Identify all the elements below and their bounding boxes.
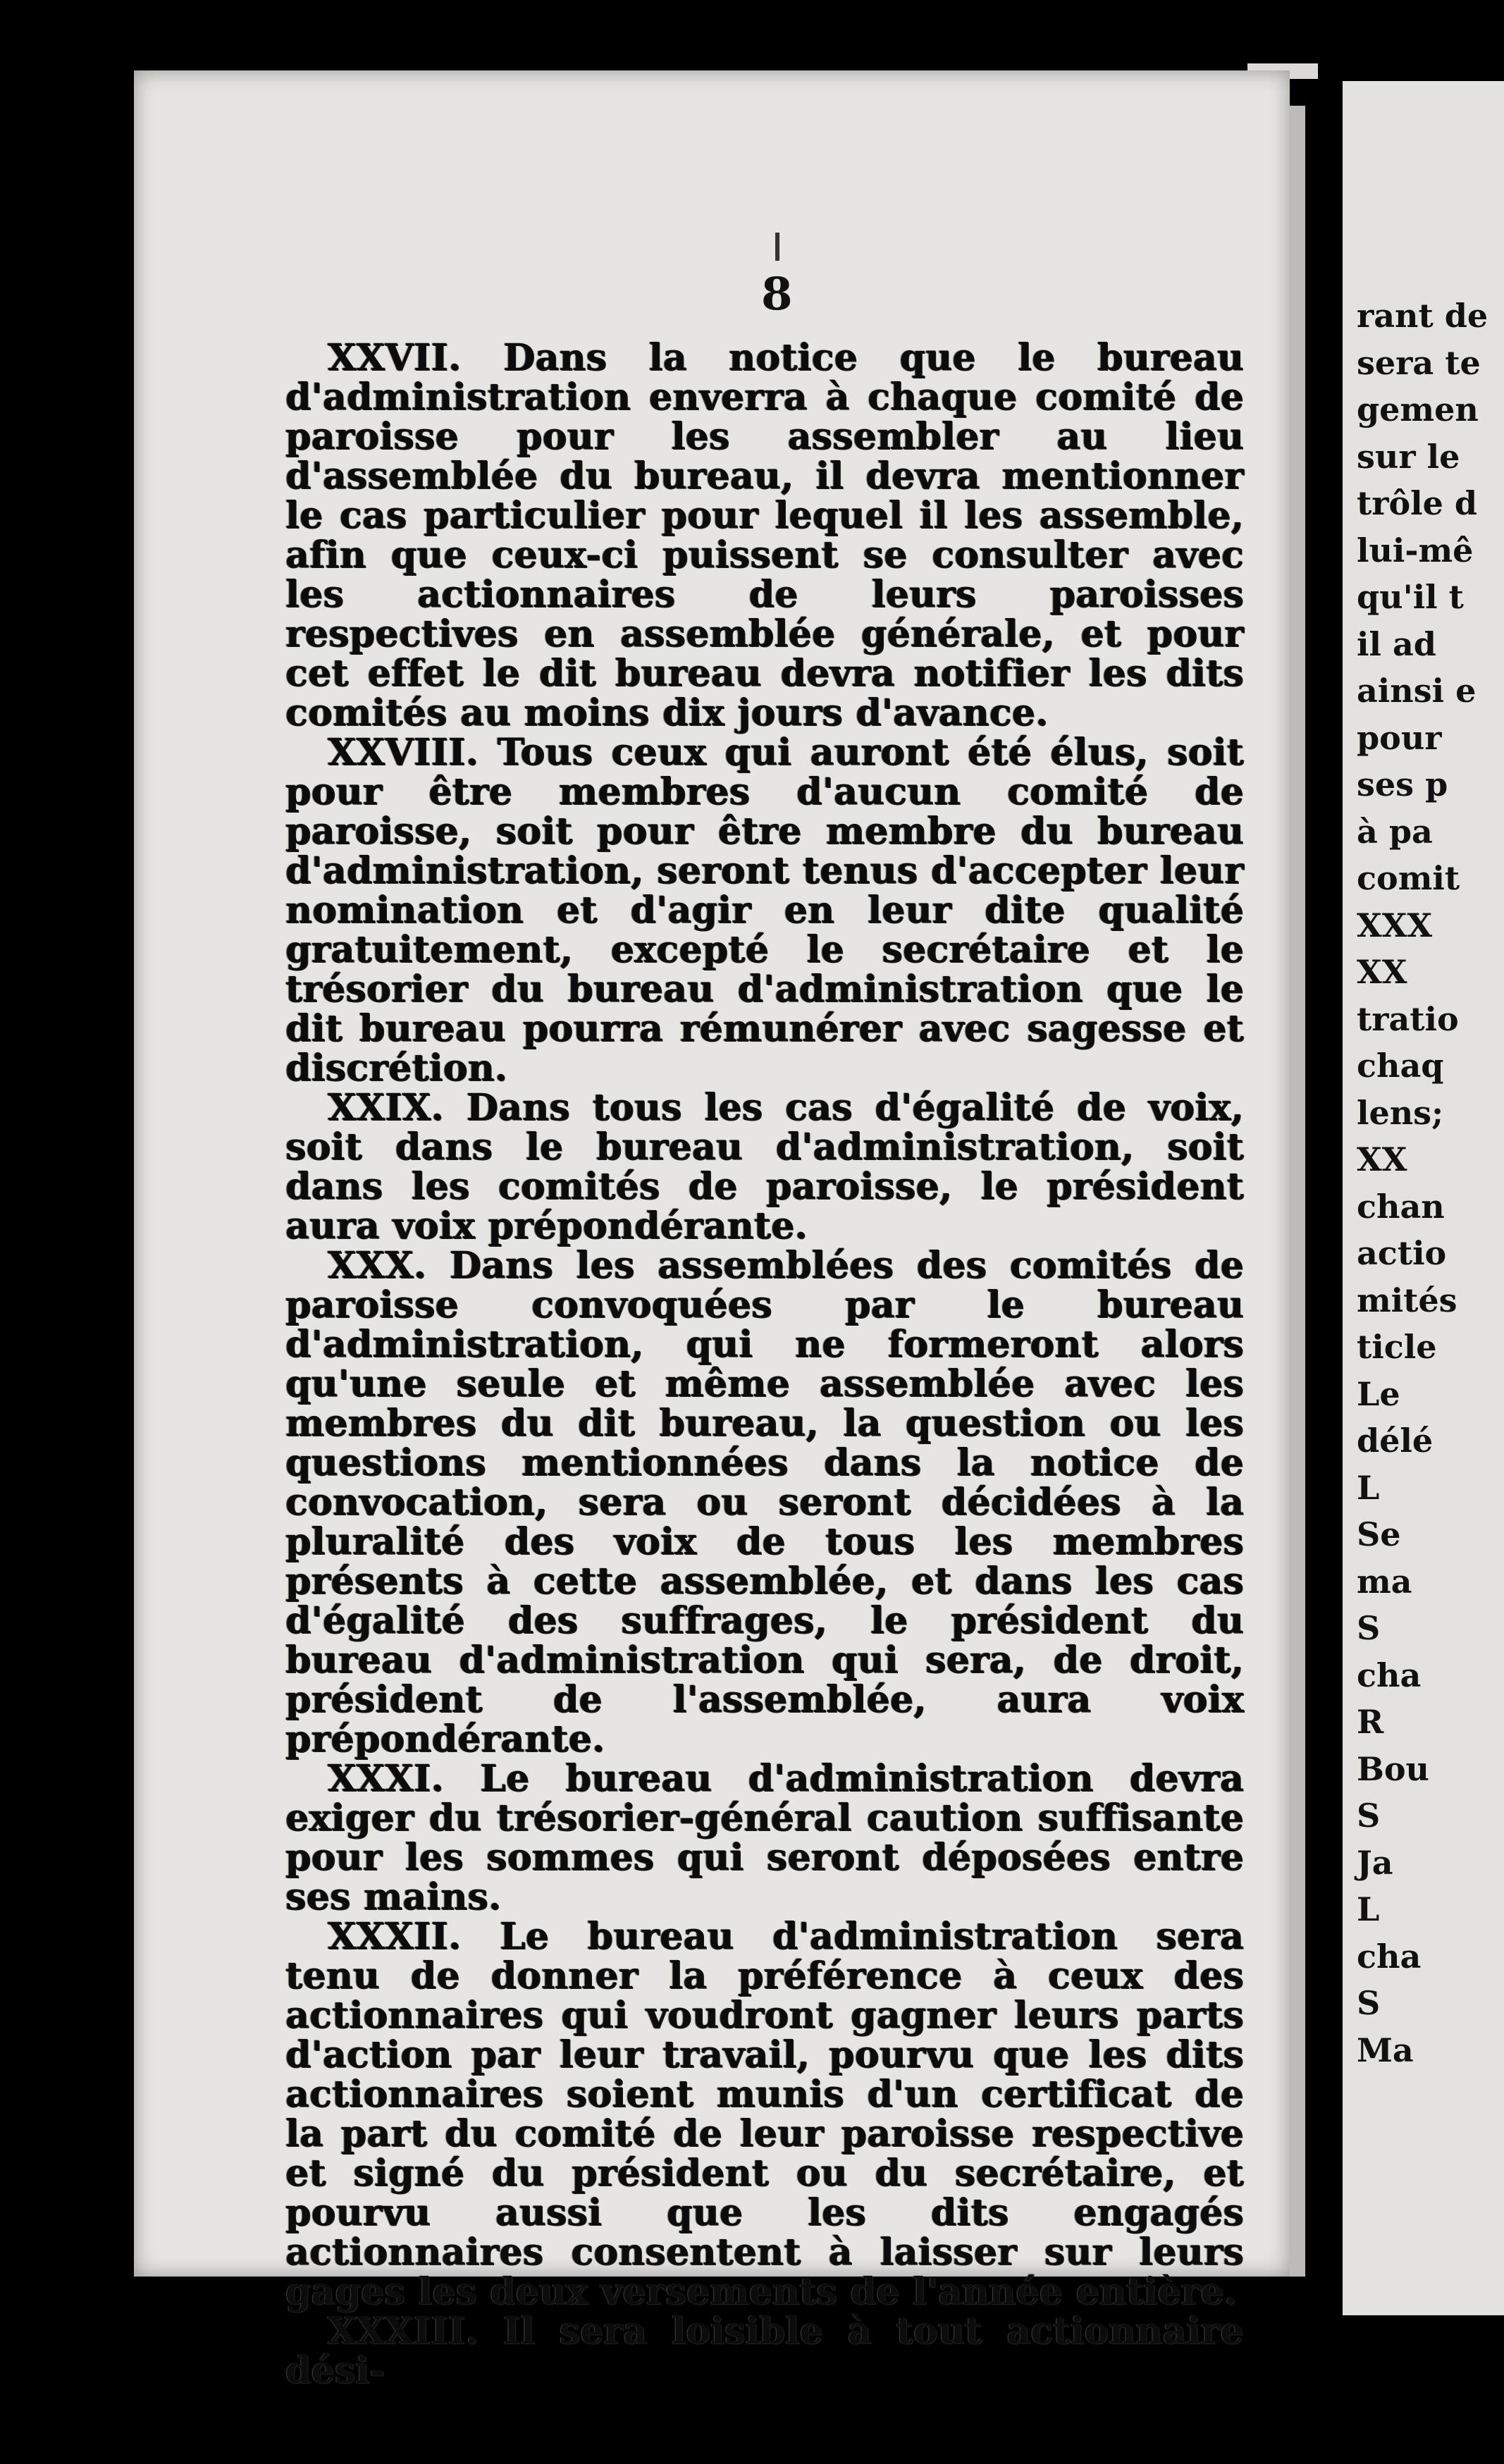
facing-line: ma	[1357, 1562, 1412, 1601]
facing-line: à pa	[1357, 812, 1433, 851]
facing-line: tratio	[1357, 999, 1459, 1038]
facing-line: Ma	[1357, 2031, 1414, 2069]
article-xxix: XXIX. Dans tous les cas d'égalité de voix, soit dans le bureau d'administration, soit dans les comités de paroisse, le président aura voix prépondérante.	[285, 1086, 1244, 1248]
facing-line: cha	[1357, 1937, 1422, 1976]
facing-page	[1343, 81, 1504, 2315]
facing-line: il ad	[1357, 624, 1436, 663]
ink-mark	[775, 233, 779, 261]
article-xxx: XXX. Dans les assemblées des comités de paroisse convoquées par le bureau d'administration, qui ne formeront alors qu'une seule et même assemblée avec les membres du dit bureau, la question ou les questions mentionnées dans la notice de convocation, sera ou seront décidées à la pluralité des voix de tous les membres présents à cette assemblée, et dans les cas d'égalité des suffrages, le président du bureau d'administration qui sera, de droit, président de l'assemblée, aura voix prépondérante.	[285, 1244, 1244, 1761]
facing-line: S	[1357, 1797, 1381, 1835]
facing-line: Ja	[1357, 1843, 1393, 1882]
body-text	[285, 338, 1244, 2391]
facing-line: qu'il t	[1357, 578, 1464, 616]
facing-line: ses p	[1357, 765, 1448, 803]
article-xxvii: XXVII. Dans la notice que le bureau d'administration enverra à chaque comité de paroisse pour les assembler au lieu d'assemblée du bureau, il devra mentionner le cas particulier pour lequel il les assemble, afin que ceux-ci puissent se consulter avec les actionnaires de leurs paroisses respectives en assemblée générale, et pour cet effet le dit bureau devra notifier les dits comités au moins dix jours d'avance.	[285, 336, 1244, 734]
facing-line: S	[1357, 1984, 1381, 2022]
article-xxxii: XXXII. Le bureau d'administration sera tenu de donner la préférence à ceux des actionnaires qui voudront gagner leurs parts d'action par leur travail, pourvu que les dits actionnaires soient munis d'un certificat de la part du comité de leur paroisse respective et signé du président ou du secrétaire, et pourvu aussi que les dits engagés actionnaires consentent à laisser sur leurs gages les deux versements de l'année entière.	[285, 1915, 1244, 2313]
facing-line: délé	[1357, 1422, 1434, 1460]
facing-line: R	[1357, 1703, 1384, 1741]
facing-line: lens;	[1357, 1093, 1444, 1132]
facing-line: Se	[1357, 1515, 1401, 1553]
facing-line: Bou	[1357, 1749, 1430, 1788]
facing-line: actio	[1357, 1234, 1447, 1272]
facing-line: cha	[1357, 1656, 1422, 1694]
facing-line: mités	[1357, 1281, 1457, 1319]
facing-line: chan	[1357, 1187, 1445, 1226]
facing-page-text	[1357, 292, 1504, 2074]
facing-line: XXX	[1357, 906, 1433, 944]
article-xxxiii: XXXIII. Il sera loisible à tout actionnaire dési-	[285, 2310, 1244, 2392]
article-xxxi: XXXI. Le bureau d'administration devra exiger du trésorier-général caution suffisante pour les sommes qui seront déposées entre ses mains.	[285, 1757, 1244, 1918]
facing-line: lui-mê	[1357, 531, 1474, 569]
facing-line: ainsi e	[1357, 672, 1477, 710]
facing-line: pour	[1357, 718, 1442, 757]
article-xxviii: XXVIII. Tous ceux qui auront été élus, soit pour être membres d'aucun comité de paroisse, soit pour être membre du bureau d'administration, seront tenus d'accepter leur nomination et d'agir en leur dite qualité gratuitement, excepté le secrétaire et le trésorier du bureau d'administration que le dit bureau pourra rémunérer avec sagesse et discrétion.	[285, 731, 1244, 1090]
facing-line: XX	[1357, 953, 1407, 991]
facing-line: rant de	[1357, 297, 1488, 335]
facing-line: comit	[1357, 859, 1460, 897]
facing-line: Le	[1357, 1374, 1400, 1413]
facing-line: L	[1357, 1890, 1380, 1928]
facing-line: ticle	[1357, 1328, 1437, 1366]
facing-line: L	[1357, 1468, 1380, 1507]
facing-line: sur le	[1357, 437, 1460, 476]
facing-line: S	[1357, 1609, 1381, 1647]
page-number: 8	[761, 268, 793, 321]
facing-line: trôle d	[1357, 484, 1478, 522]
facing-line: XX	[1357, 1140, 1407, 1178]
page-edge-right	[1290, 106, 1305, 2277]
facing-line: sera te	[1357, 343, 1481, 382]
facing-line: gemen	[1357, 390, 1479, 429]
facing-line: chaq	[1357, 1047, 1444, 1085]
